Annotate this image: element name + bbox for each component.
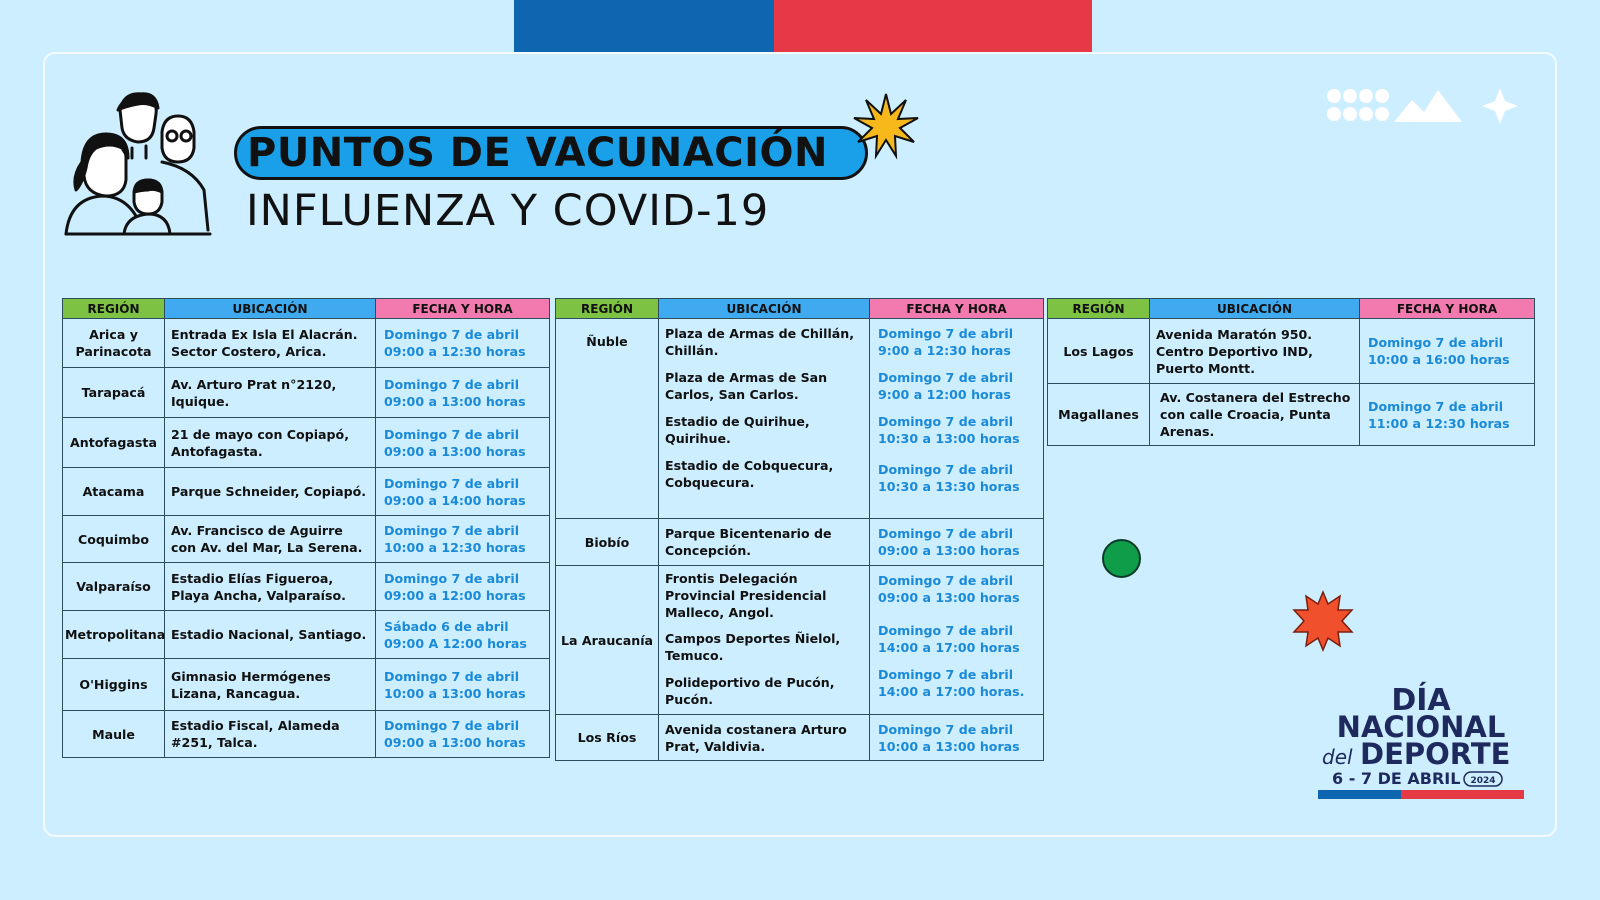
- date-cell: [376, 418, 550, 468]
- region-cell: Metropolitana: [63, 611, 165, 659]
- location-cell: Estadio Nacional, Santiago.: [165, 611, 376, 659]
- time-text: 10:30 a 13:30 horas: [878, 479, 1020, 494]
- time-text: 09:00 a 13:00 horas: [878, 543, 1020, 558]
- date-text: Domingo 7 de abril: [878, 370, 1014, 385]
- table-row: [63, 563, 550, 611]
- region-cell: Magallanes: [1048, 384, 1150, 446]
- time-text: 09:00 a 13:00 horas: [384, 735, 526, 750]
- date-text: Domingo 7 de abril: [878, 721, 1014, 737]
- table-row: [63, 516, 550, 563]
- table-header-row: [1048, 299, 1535, 319]
- column-header-location: UBICACIÓN: [659, 299, 870, 319]
- location-cell: Estadio Elías Figueroa, Playa Ancha, Valparaíso.: [165, 563, 376, 611]
- column-header-date: FECHA Y HORA: [870, 299, 1044, 319]
- time-text: 9:00 a 12:30 horas: [878, 343, 1011, 358]
- time-text: 09:00 a 12:00 horas: [384, 587, 526, 603]
- time-text: 09:00 a 12:30 horas: [384, 344, 526, 359]
- pattern-mountains-star-icon: [1326, 86, 1520, 126]
- region-cell: La Araucanía: [556, 566, 659, 715]
- vaccination-table-center: [555, 298, 1044, 761]
- time-text: 09:00 a 14:00 horas: [384, 492, 526, 508]
- vaccination-table-south: [1047, 298, 1535, 446]
- region-cell: Ñuble: [556, 319, 659, 519]
- column-header-region: REGIÓN: [556, 299, 659, 319]
- logo-line-1: DÍA: [1391, 683, 1451, 718]
- time-text: 10:00 a 16:00 horas: [1368, 352, 1510, 367]
- time-text: 14:00 a 17:00 horas.: [878, 684, 1025, 699]
- table-row: [63, 468, 550, 516]
- location-cell: Entrada Ex Isla El Alacrán. Sector Costero, Arica.: [165, 319, 376, 368]
- title-pill: [234, 126, 868, 180]
- column-header-date: FECHA Y HORA: [1360, 299, 1535, 319]
- date-cell: [376, 516, 550, 563]
- region-cell: Los Ríos: [556, 715, 659, 761]
- region-cell: Maule: [63, 711, 165, 758]
- location-cell: [659, 566, 870, 715]
- date-text: Domingo 7 de abril: [384, 475, 520, 491]
- table-row: [63, 711, 550, 758]
- page-subtitle: INFLUENZA Y COVID-19: [246, 186, 770, 236]
- location-cell: Av. Francisco de Aguirre con Av. del Mar, La Serena.: [165, 516, 376, 563]
- table-row: [556, 715, 1044, 761]
- table-row: [556, 519, 1044, 566]
- date-text: Domingo 7 de abril: [384, 523, 520, 538]
- table-row: [63, 368, 550, 418]
- date-cell: [870, 715, 1044, 761]
- date-cell: [376, 711, 550, 758]
- flag-stripe-blue: [514, 0, 774, 52]
- date-text: Domingo 7 de abril: [384, 570, 520, 586]
- date-cell: [376, 659, 550, 711]
- column-header-date: FECHA Y HORA: [376, 299, 550, 319]
- logo-dates: 6 - 7 DE ABRIL: [1332, 769, 1461, 788]
- location-cell: 21 de mayo con Copiapó, Antofagasta.: [165, 418, 376, 468]
- column-header-region: REGIÓN: [1048, 299, 1150, 319]
- table-row: [63, 319, 550, 368]
- red-star-decoration: [1292, 590, 1354, 652]
- column-header-location: UBICACIÓN: [1150, 299, 1360, 319]
- table-header-row: [556, 299, 1044, 319]
- time-text: 11:00 a 12:30 horas: [1368, 415, 1510, 431]
- location-cell: Av. Arturo Prat n°2120, Iquique.: [165, 368, 376, 418]
- time-text: 09:00 a 13:00 horas: [384, 443, 526, 459]
- region-cell: Coquimbo: [63, 516, 165, 563]
- date-cell: [376, 468, 550, 516]
- location-cell: Parque Schneider, Copiapó.: [165, 468, 376, 516]
- location-cell: Estadio Fiscal, Alameda #251, Talca.: [165, 711, 376, 758]
- location-cell: [659, 319, 870, 519]
- region-cell: Valparaíso: [63, 563, 165, 611]
- date-text: Domingo 7 de abril: [878, 573, 1014, 588]
- date-cell: [376, 563, 550, 611]
- date-text: Domingo 7 de abril: [1368, 335, 1504, 350]
- time-text: 10:30 a 13:00 horas: [878, 431, 1020, 446]
- time-text: 14:00 a 17:00 horas: [878, 640, 1020, 655]
- time-text: 9:00 a 12:00 horas: [878, 387, 1011, 402]
- date-text: Domingo 7 de abril: [878, 623, 1014, 638]
- table-row: [63, 418, 550, 468]
- location-cell: Avenida Maratón 950. Centro Deportivo IND, Puerto Montt.: [1150, 319, 1360, 384]
- table-row: [1048, 319, 1535, 384]
- logo-line-2: NACIONAL: [1336, 710, 1506, 744]
- location-entry: Estadio de Cobquecura, Cobquecura.: [665, 458, 834, 490]
- date-cell: [870, 519, 1044, 566]
- date-text: Domingo 7 de abril: [384, 376, 520, 392]
- date-text: Domingo 7 de abril: [384, 718, 520, 733]
- date-text: Domingo 7 de abril: [384, 426, 520, 442]
- date-cell: [1360, 319, 1535, 384]
- region-cell: O'Higgins: [63, 659, 165, 711]
- date-text: Domingo 7 de abril: [1368, 398, 1504, 414]
- date-cell: [870, 319, 1044, 519]
- location-entry: Frontis Delegación Provincial Presidencial Malleco, Angol.: [665, 571, 827, 620]
- location-cell: Parque Bicentenario de Concepción.: [659, 519, 870, 566]
- location-cell: Avenida costanera Arturo Prat, Valdivia.: [659, 715, 870, 761]
- region-cell: Arica y Parinacota: [63, 319, 165, 368]
- date-text: Domingo 7 de abril: [878, 326, 1014, 341]
- date-cell: [376, 319, 550, 368]
- location-entry: Campos Deportes Ñielol, Temuco.: [665, 631, 841, 663]
- time-text: 09:00 A 12:00 horas: [384, 635, 527, 651]
- date-text: Domingo 7 de abril: [878, 462, 1014, 477]
- location-entry: Plaza de Armas de San Carlos, San Carlos.: [665, 370, 828, 402]
- column-header-region: REGIÓN: [63, 299, 165, 319]
- page-title: PUNTOS DE VACUNACIÓN: [247, 130, 828, 176]
- green-dot-decoration: [1102, 539, 1141, 578]
- date-text: Domingo 7 de abril: [384, 327, 520, 342]
- location-cell: Av. Costanera del Estrecho con calle Croacia, Punta Arenas.: [1150, 384, 1360, 446]
- time-text: 09:00 a 13:00 horas: [878, 590, 1020, 605]
- location-entry: Plaza de Armas de Chillán, Chillán.: [665, 326, 855, 358]
- region-cell: Tarapacá: [63, 368, 165, 418]
- logo-line-3: DEPORTE: [1360, 737, 1511, 771]
- table-row: [1048, 384, 1535, 446]
- date-text: Sábado 6 de abril: [384, 618, 509, 634]
- date-cell: [1360, 384, 1535, 446]
- date-cell: [376, 368, 550, 418]
- vaccination-table-north: [62, 298, 550, 758]
- region-cell: Los Lagos: [1048, 319, 1150, 384]
- table-row: [63, 611, 550, 659]
- table-row: [556, 319, 1044, 519]
- sun-burst-icon: [852, 92, 920, 160]
- time-text: 10:00 a 12:30 horas: [384, 540, 526, 555]
- logo-year: 2024: [1470, 776, 1496, 786]
- date-text: Domingo 7 de abril: [878, 526, 1014, 541]
- location-entry: Polideportivo de Pucón, Pucón.: [665, 675, 835, 707]
- table-header-row: [63, 299, 550, 319]
- date-text: Domingo 7 de abril: [384, 668, 520, 684]
- flag-stripe-red: [774, 0, 1092, 52]
- table-row: [556, 566, 1044, 715]
- date-text: Domingo 7 de abril: [878, 414, 1014, 429]
- time-text: 10:00 a 13:00 horas: [384, 685, 526, 701]
- flag-stripe-top: [514, 0, 1092, 52]
- column-header-location: UBICACIÓN: [165, 299, 376, 319]
- date-cell: [870, 566, 1044, 715]
- family-icon: [62, 88, 222, 238]
- region-cell: Antofagasta: [63, 418, 165, 468]
- date-text: Domingo 7 de abril: [878, 667, 1014, 682]
- region-cell: Biobío: [556, 519, 659, 566]
- location-cell: Gimnasio Hermógenes Lizana, Rancagua.: [165, 659, 376, 711]
- logo-line-3-small: del: [1322, 745, 1353, 769]
- region-cell: Atacama: [63, 468, 165, 516]
- time-text: 10:00 a 13:00 horas: [878, 738, 1020, 754]
- location-entry: Estadio de Quirihue, Quirihue.: [665, 414, 810, 446]
- dia-nacional-deporte-logo: [1318, 680, 1524, 800]
- table-row: [63, 659, 550, 711]
- date-cell: [376, 611, 550, 659]
- time-text: 09:00 a 13:00 horas: [384, 393, 526, 409]
